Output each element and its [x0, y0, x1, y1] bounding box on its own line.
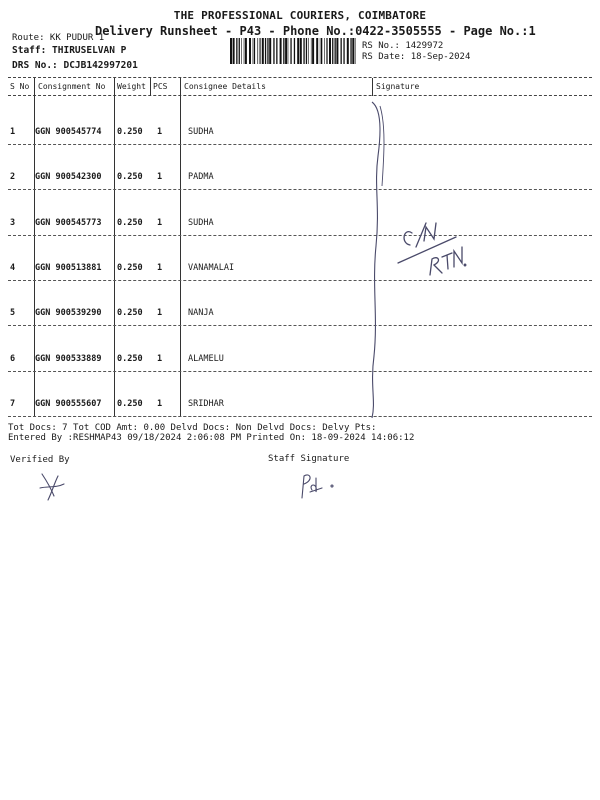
row-consignment-no: GGN 900539290	[35, 308, 102, 318]
row-weight: 0.250	[117, 127, 143, 137]
row-consignment-no: GGN 900533889	[35, 354, 102, 364]
verified-by-label: Verified By	[10, 455, 70, 465]
row-consignee: SUDHA	[188, 127, 214, 137]
row-consignment-no: GGN 900545774	[35, 127, 102, 137]
row-sno: 4	[10, 263, 16, 273]
row-pcs: 1	[157, 218, 163, 228]
row-pcs: 1	[157, 308, 163, 318]
col-divider	[114, 78, 115, 416]
row-consignee: SRIDHAR	[188, 399, 224, 409]
row-separator	[8, 189, 592, 190]
row-sno: 7	[10, 399, 16, 409]
entered-by-line: Entered By :RESHMAP43 09/18/2024 2:06:08 PM Printed On: 18-09-2024 14:06:12	[8, 433, 415, 443]
staff-signature	[294, 470, 354, 502]
row-sno: 5	[10, 308, 16, 318]
col-header-consignment: Consignment No	[38, 82, 106, 91]
row-sno: 6	[10, 354, 16, 364]
col-header-signature: Signature	[376, 82, 420, 91]
rs-number: RS No.: 1429972	[362, 41, 444, 51]
row-pcs: 1	[157, 354, 163, 364]
row-sno: 1	[10, 127, 16, 137]
runsheet-title: Delivery Runsheet - P43 - Phone No.:0422-3505555 - Page No.:1	[95, 24, 536, 38]
col-header-pcs: PCS	[153, 82, 168, 91]
table-bottom-rule	[8, 416, 592, 417]
col-divider	[372, 78, 373, 96]
row-weight: 0.250	[117, 308, 143, 318]
row-pcs: 1	[157, 399, 163, 409]
totals-line: Tot Docs: 7 Tot COD Amt: 0.00 Delvd Docs: Non Delvd Docs: Delvy Pts:	[8, 423, 377, 433]
row-separator	[8, 235, 592, 236]
row-consignee: VANAMALAI	[188, 263, 235, 273]
row-separator	[8, 280, 592, 281]
row-pcs: 1	[157, 127, 163, 137]
row-consignee: SUDHA	[188, 218, 214, 228]
cn-rtn-annotation	[390, 205, 480, 285]
row-consignment-no: GGN 900542300	[35, 172, 102, 182]
row-consignee: PADMA	[188, 172, 214, 182]
staff-signature-label: Staff Signature	[268, 454, 350, 464]
row-consignee: NANJA	[188, 308, 214, 318]
rs-date: RS Date: 18-Sep-2024	[362, 52, 471, 62]
row-sno: 2	[10, 172, 16, 182]
table-header-bottom-rule	[8, 95, 592, 96]
row-separator	[8, 371, 592, 372]
row-consignee: ALAMELU	[188, 354, 224, 364]
row-consignment-no: GGN 900513881	[35, 263, 102, 273]
company-title: THE PROFESSIONAL COURIERS, COIMBATORE	[173, 9, 427, 22]
row-weight: 0.250	[117, 354, 143, 364]
row-pcs: 1	[157, 263, 163, 273]
row-weight: 0.250	[117, 399, 143, 409]
staff-label: Staff: THIRUSELVAN P	[12, 45, 127, 56]
col-header-weight: Weight	[117, 82, 146, 91]
drs-number: DRS No.: DCJB142997201	[12, 60, 138, 71]
row-weight: 0.250	[117, 218, 143, 228]
row-separator	[8, 325, 592, 326]
row-consignment-no: GGN 900555607	[35, 399, 102, 409]
row-consignment-no: GGN 900545773	[35, 218, 102, 228]
row-weight: 0.250	[117, 172, 143, 182]
row-weight: 0.250	[117, 263, 143, 273]
table-header-top-rule	[8, 77, 592, 78]
row-sno: 3	[10, 218, 16, 228]
verified-signature	[36, 470, 72, 504]
route-label: Route: KK PUDUR 1	[12, 33, 105, 43]
row-separator	[8, 144, 592, 145]
row-pcs: 1	[157, 172, 163, 182]
col-divider	[150, 78, 151, 96]
col-divider	[180, 78, 181, 416]
col-header-consignee: Consignee Details	[184, 82, 266, 91]
col-header-sno: S No	[10, 82, 30, 91]
barcode	[230, 38, 356, 64]
